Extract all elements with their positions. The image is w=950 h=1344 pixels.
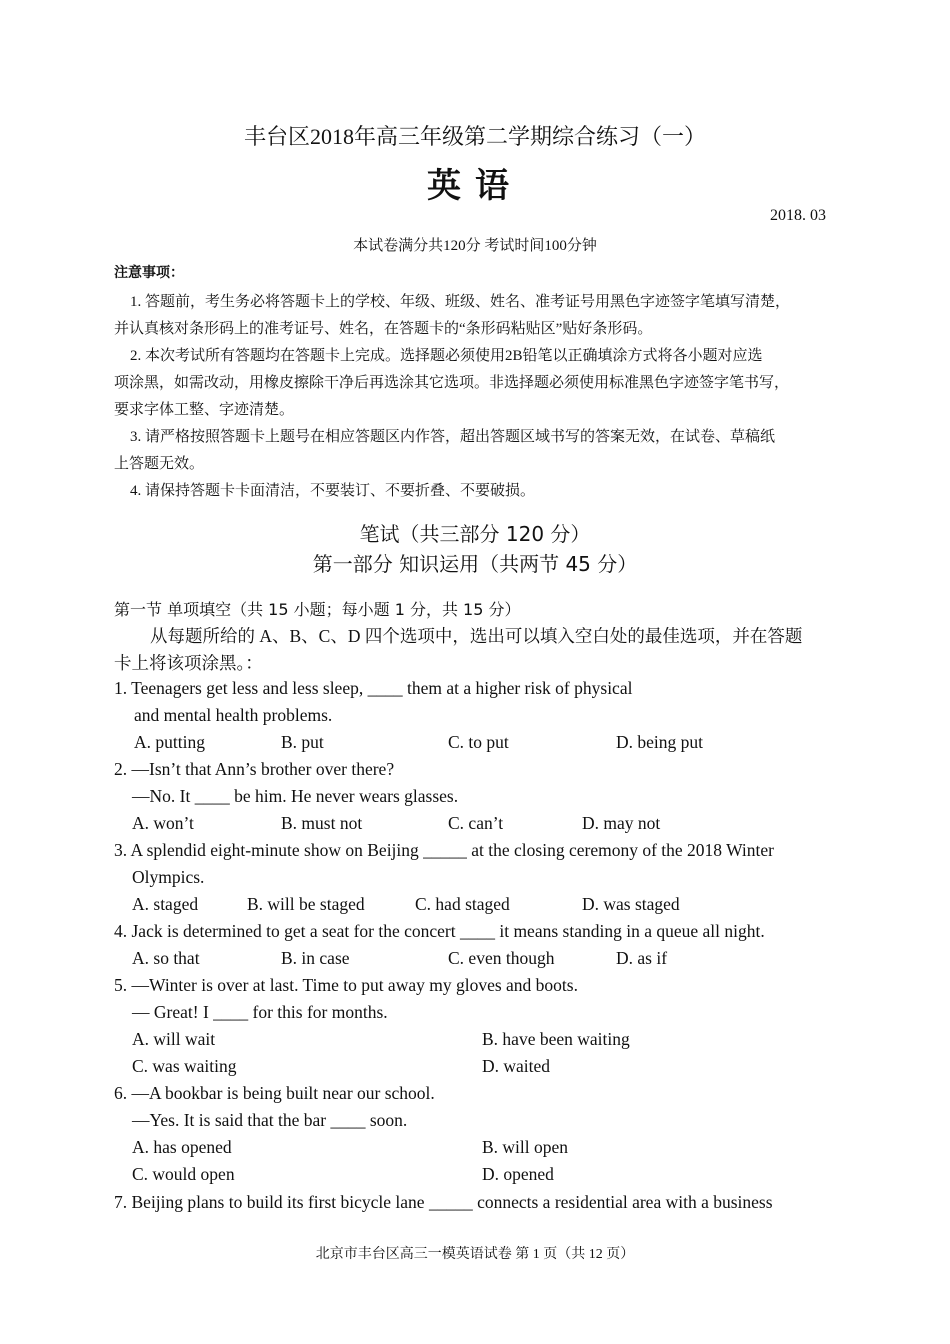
question-stem: 7. Beijing plans to build its first bicycle lane _____ connects a residential area with a business	[114, 1192, 773, 1212]
question-stem: 3. A splendid eight-minute show on Beijing _____ at the closing ceremony of the 2018 Winter	[114, 840, 774, 860]
option-b: B. put	[281, 732, 324, 752]
option-c: C. even though	[448, 948, 555, 968]
option-c: C. can’t	[448, 813, 504, 833]
option-c: C. had staged	[415, 894, 510, 914]
question-stem: 5. —Winter is over at last. Time to put away my gloves and boots.	[114, 975, 578, 995]
instructions-line: 卡上将该项涂黑。：	[114, 653, 263, 673]
option-b: B. in case	[281, 948, 350, 968]
part1-section1-heading: 第一节 单项填空（共 15 小题；每小题 1 分，共 15 分）	[114, 600, 521, 619]
option-d: D. being put	[616, 732, 704, 752]
option-b: B. have been waiting	[482, 1029, 630, 1049]
option-d: D. waited	[482, 1056, 551, 1076]
page-footer: 北京市丰台区高三一模英语试卷 第 1 页（共 12 页）	[315, 1247, 635, 1262]
question-stem: and mental health problems.	[134, 705, 333, 725]
exam-date: 2018. 03	[770, 207, 826, 224]
question-stem: Olympics.	[132, 867, 205, 887]
written-section-heading: 笔试（共三部分 120 分）	[359, 522, 591, 546]
notice-line: 2. 本次考试所有答题均在答题卡上完成。选择题必须使用2B铅笔以正确填涂方式将各小题对应选	[130, 348, 763, 364]
notice-line: 3. 请严格按照答题卡上题号在相应答题区内作答，超出答题区域书写的答案无效，在试卷、草稿纸	[130, 429, 776, 445]
option-b: B. must not	[281, 813, 363, 833]
option-d: D. as if	[616, 948, 668, 968]
option-a: A. staged	[132, 894, 199, 914]
score-info: 本试卷满分共120分 考试时间100分钟	[353, 238, 597, 254]
option-c: C. would open	[132, 1164, 235, 1184]
subject-title: 英语	[427, 166, 523, 206]
option-a: A. so that	[132, 948, 200, 968]
question-stem: — Great! I ____ for this for months.	[132, 1002, 388, 1022]
notice-line: 上答题无效。	[114, 456, 205, 472]
question-stem: 4. Jack is determined to get a seat for the concert ____ it means standing in a queue all night.	[114, 921, 765, 941]
notice-heading: 注意事项：	[114, 265, 184, 281]
option-c: C. was waiting	[132, 1056, 237, 1076]
option-a: A. has opened	[132, 1137, 232, 1157]
option-a: A. won’t	[132, 813, 194, 833]
notice-line: 要求字体工整、字迹清楚。	[114, 402, 295, 418]
option-a: A. putting	[134, 732, 205, 752]
question-stem: 6. —A bookbar is being built near our school.	[114, 1083, 435, 1103]
question-stem: —No. It ____ be him. He never wears glasses.	[132, 786, 459, 806]
option-d: D. opened	[482, 1164, 554, 1184]
part1-heading: 第一部分 知识运用（共两节 45 分）	[312, 552, 638, 576]
option-d: D. may not	[582, 813, 661, 833]
option-a: A. will wait	[132, 1029, 216, 1049]
notice-line: 4. 请保持答题卡卡面清洁，不要装订、不要折叠、不要破损。	[130, 483, 536, 499]
exam-title: 丰台区2018年高三年级第二学期综合练习（一）	[243, 124, 706, 149]
question-stem: 1. Teenagers get less and less sleep, ____ them at a higher risk of physical	[114, 678, 633, 698]
instructions-line: 从每题所给的 A、B、C、D 四个选项中，选出可以填入空白处的最佳选项，并在答题	[150, 626, 803, 646]
question-stem: —Yes. It is said that the bar ____ soon.	[132, 1110, 408, 1130]
question-stem: 2. —Isn’t that Ann’s brother over there?	[114, 759, 395, 779]
notice-line: 并认真核对条形码上的准考证号、姓名，在答题卡的“条形码粘贴区”贴好条形码。	[114, 321, 653, 337]
option-d: D. was staged	[582, 894, 680, 914]
notice-line: 1. 答题前，考生务必将答题卡上的学校、年级、班级、姓名、准考证号用黑色字迹签字笔填写清楚，	[130, 294, 791, 310]
option-b: B. will open	[482, 1137, 569, 1157]
option-b: B. will be staged	[247, 894, 365, 914]
notice-line: 项涂黑，如需改动，用橡皮擦除干净后再选涂其它选项。非选择题必须使用标准黑色字迹签字笔书写，	[114, 375, 790, 391]
option-c: C. to put	[448, 732, 509, 752]
